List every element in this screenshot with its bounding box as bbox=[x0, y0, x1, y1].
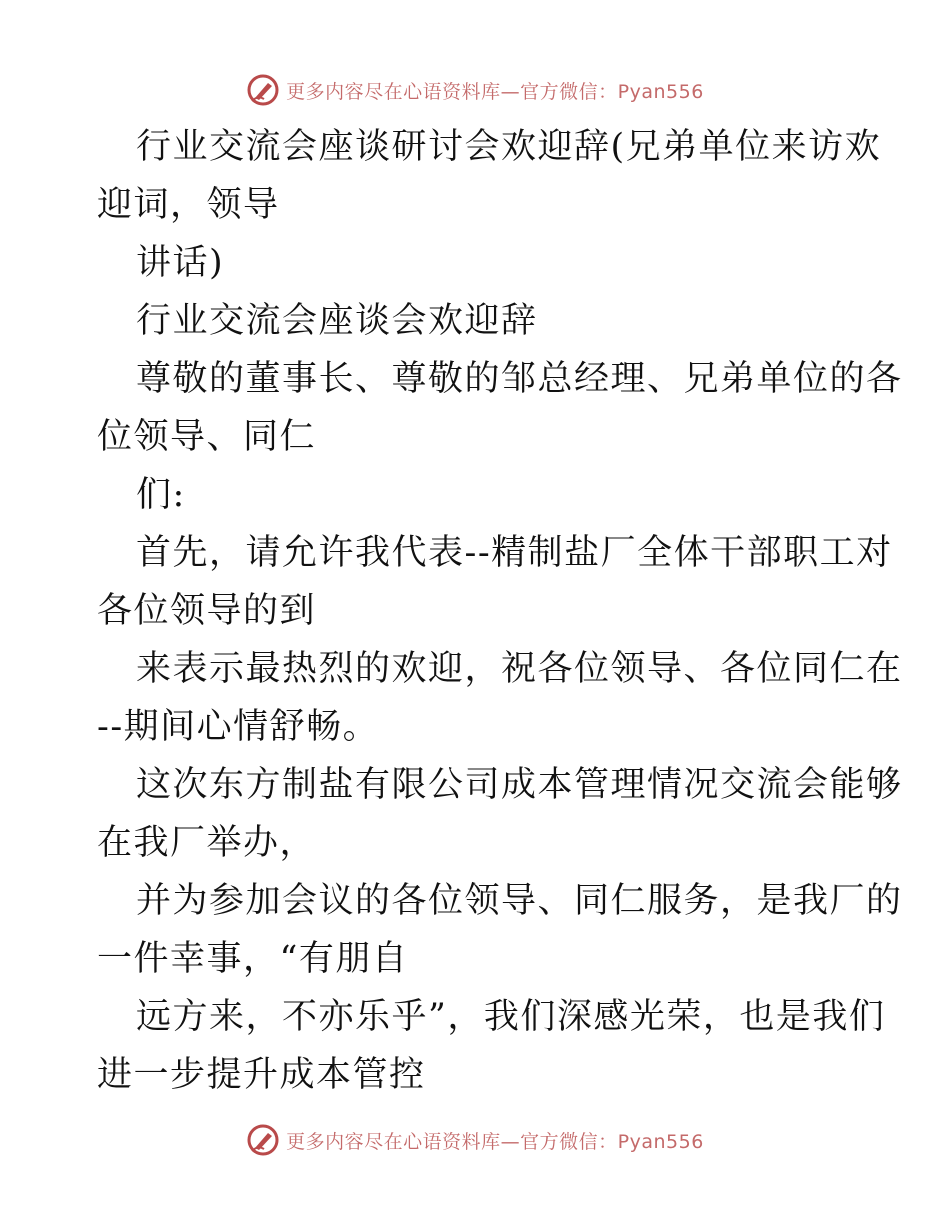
text-line: 进一步提升成本管控 bbox=[97, 1055, 426, 1095]
text-line: 在我厂举办， bbox=[97, 823, 317, 863]
text-line: 讲话) bbox=[136, 243, 225, 283]
text-line: 迎词，领导 bbox=[97, 185, 280, 225]
document-body bbox=[97, 118, 903, 1104]
text-line: 并为参加会议的各位领导、同仁服务，是我厂的 bbox=[136, 881, 903, 921]
text-line: 行业交流会座谈会欢迎辞 bbox=[136, 301, 538, 341]
header-watermark bbox=[0, 70, 950, 110]
text-line: 尊敬的董事长、尊敬的邹总经理、兄弟单位的各 bbox=[136, 359, 903, 399]
text-line: 们: bbox=[136, 475, 186, 515]
pen-seal-icon bbox=[246, 73, 280, 107]
text-line: 位领导、同仁 bbox=[97, 417, 317, 457]
watermark-text: 更多内容尽在心语资料库—官方微信：Pyan556 bbox=[286, 1130, 704, 1153]
text-line: 首先，请允许我代表--精制盐厂全体干部职工对 bbox=[136, 533, 893, 573]
watermark-text: 更多内容尽在心语资料库—官方微信：Pyan556 bbox=[286, 80, 704, 103]
text-line: 各位领导的到 bbox=[97, 591, 317, 631]
pen-seal-icon bbox=[246, 1123, 280, 1157]
text-line: 这次东方制盐有限公司成本管理情况交流会能够 bbox=[136, 765, 903, 805]
text-line: 一件幸事，“有朋自 bbox=[97, 939, 409, 979]
text-line: 远方来，不亦乐乎”，我们深感光荣，也是我们 bbox=[136, 997, 886, 1037]
text-line: 来表示最热烈的欢迎，祝各位领导、各位同仁在 bbox=[136, 649, 903, 689]
footer-watermark bbox=[0, 1120, 950, 1160]
text-line: --期间心情舒畅。 bbox=[97, 707, 380, 747]
text-line: 行业交流会座谈研讨会欢迎辞(兄弟单位来访欢 bbox=[136, 127, 882, 167]
